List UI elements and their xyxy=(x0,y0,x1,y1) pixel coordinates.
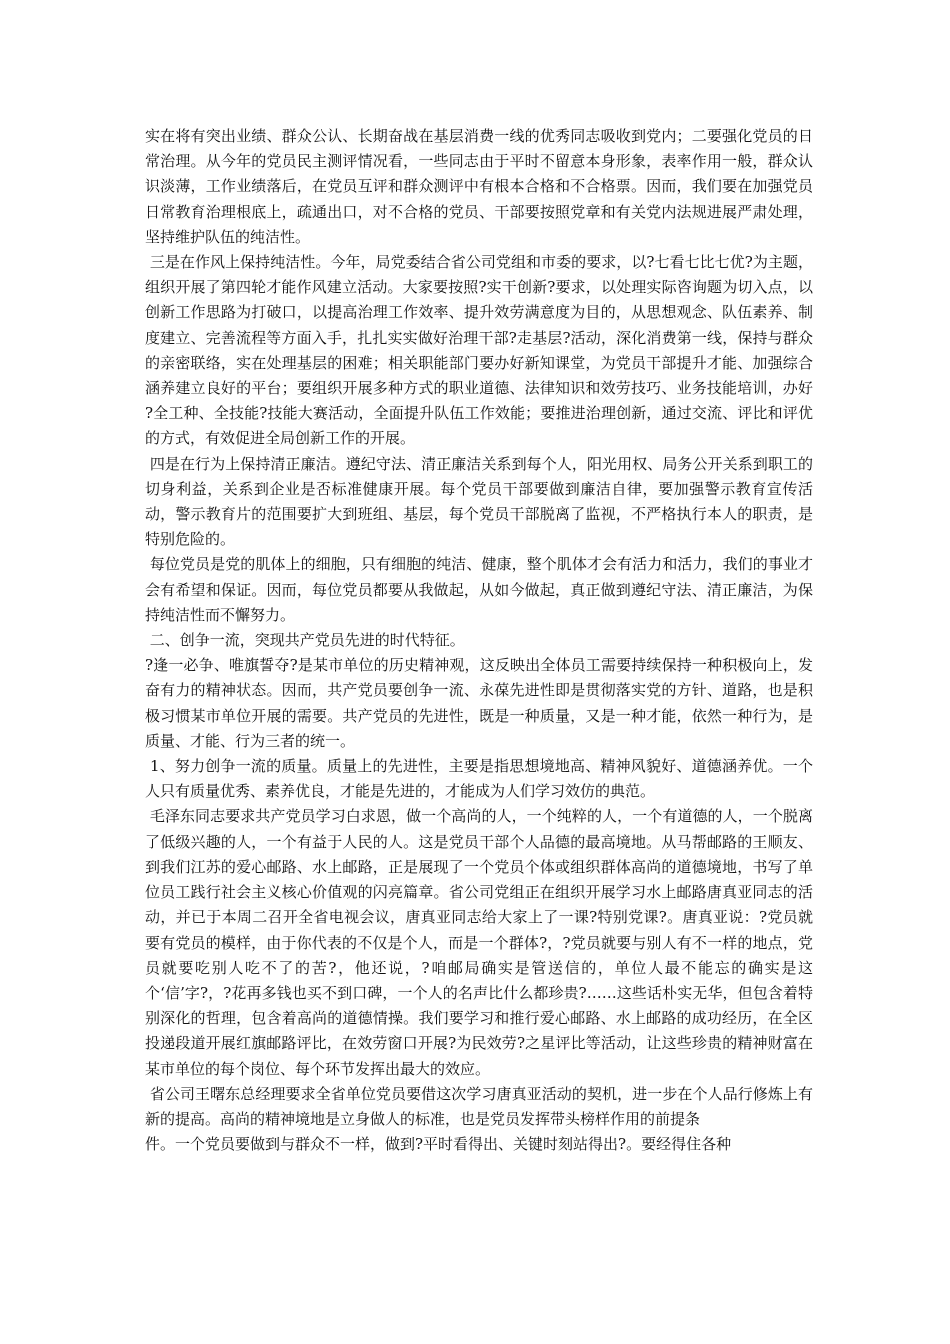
document-page xyxy=(145,124,818,1157)
paragraph-2: 三是在作风上保持纯洁性。今年，局党委结合省公司党组和市委的要求，以?七看七比七优?为主题，组织开展了第四轮才能作风建立活动。大家要按照?实干创新?要求，以处理实际咨询题为切入点，以创新工作思路为打破口，以提高治理工作效率、提升效劳满意度为目的，从思想观念、队伍素养、制度建立、完善流程等方面入手，扎扎实实做好治理干部?走基层?活动，深化消费第一线，保持与群众的亲密联络，实在处理基层的困难；相关职能部门要办好新知课堂，为党员干部提升才能、加强综合涵养建立良好的平台；要组织开展多种方式的职业道德、法律知识和效劳技巧、业务技能培训，办好 ?全工种、全技能?技能大赛活动，全面提升队伍工作效能；要推进治理创新，通过交流、评比和评优的方式，有效促进全局创新工作的开展。 xyxy=(145,253,818,448)
paragraph-6: 1、努力创争一流的质量。质量上的先进性，主要是指思想境地高、精神风貌好、道德涵养优。一个人只有质量优秀、素养优良，才能是先进的，才能成为人们学习效仿的典范。 xyxy=(145,757,813,801)
paragraph-4: 每位党员是党的肌体上的细胞，只有细胞的纯洁、健康，整个肌体才会有活力和活力，我们的事业才会有希望和保证。因而，每位党员都要从我做起，从如今做起，真正做到遵纪守法、清正廉洁，为保持纯洁性而不懈努力。 xyxy=(145,555,813,624)
paragraph-3: 四是在行为上保持清正廉洁。遵纪守法、清正廉洁关系到每个人，阳光用权、局务公开关系到职工的切身利益，关系到企业是否标准健康开展。每个党员干部要做到廉洁自律，要加强警示教育宣传活动，警示教育片的范围要扩大到班组、基层，每个党员干部脱离了监视，不严格执行本人的职责，是特别危险的。 xyxy=(145,454,813,549)
paragraph-7: 毛泽东同志要求共产党员学习白求恩，做一个高尚的人，一个纯粹的人，一个有道德的人，一个脱离了低级兴趣的人，一个有益于人民的人。这是党员干部个人品德的最高境地。从马帮邮路的王顺友、到我们江苏的爱心邮路、水上邮路，正是展现了一个党员个体或组织群体高尚的道德境地，书写了单位员工践行社会主义核心价值观的闪亮篇章。省公司党组正在组织开展学习水上邮路唐真亚同志的活动，并已于本周二召开全省电视会议，唐真亚同志给大家上了一课?特别党课?。唐真亚说：?党员就要有党员的模样，由于你代表的不仅是个人，而是一个群体?，?党员就要与别人有不一样的地点，党员就要吃别人吃不了的苦?，他还说，?咱邮局确实是管送信的，单位人最不能忘的确实是这个‘信’字?，?花再多钱也买不到口碑，一个人的名声比什么都珍贵?……这些话朴实无华，但包含着特别深化的哲理，包含着高尚的道德情操。我们要学习和推行爱心邮路、水上邮路的成功经历，在全区投递段道开展红旗邮路评比，在效劳窗口开展?为民效劳?之星评比等活动，让这些珍贵的精神财富在某市单位的每个岗位、每个环节发挥出最大的效应。 xyxy=(145,807,813,1078)
section-heading: 二、创争一流，突现共产党员先进的时代特征。 xyxy=(145,631,465,650)
paragraph-8: 省公司王曙东总经理要求全省单位党员要借这次学习唐真亚活动的契机，进一步在个人品行修炼上有新的提高。高尚的精神境地是立身做人的标准，也是党员发挥带头榜样作用的前提条 件。一个党员要做到与群众不一样，做到?平时看得出、关键时刻站得出?。要经得住各种 xyxy=(145,1084,813,1154)
paragraph-5: ?逢一必争、唯旗誓夺?是某市单位的历史精神观，这反映出全体员工需要持续保持一种积极向上，发奋有力的精神状态。因而，共产党员要创争一流、永葆先进性即是贯彻落实党的方针、道路，也是积极习惯某市单位开展的需要。共产党员的先进性，既是一种质量，又是一种才能，依然一种行为，是质量、才能、行为三者的统一。 xyxy=(145,656,813,750)
paragraph-1: 实在将有突出业绩、群众公认、长期奋战在基层消费一线的优秀同志吸收到党内；二要强化党员的日常治理。从今年的党员民主测评情况看，一些同志由于平时不留意本身形象，表率作用一般，群众认识淡薄，工作业绩落后，在党员互评和群众测评中有根本合格和不合格票。因而，我们要在加强党员日常教育治理根底上，疏通出口，对不合格的党员、干部要按照党章和有关党内法规进展严肃处理，坚持维护队伍的纯洁性。 xyxy=(145,127,813,246)
